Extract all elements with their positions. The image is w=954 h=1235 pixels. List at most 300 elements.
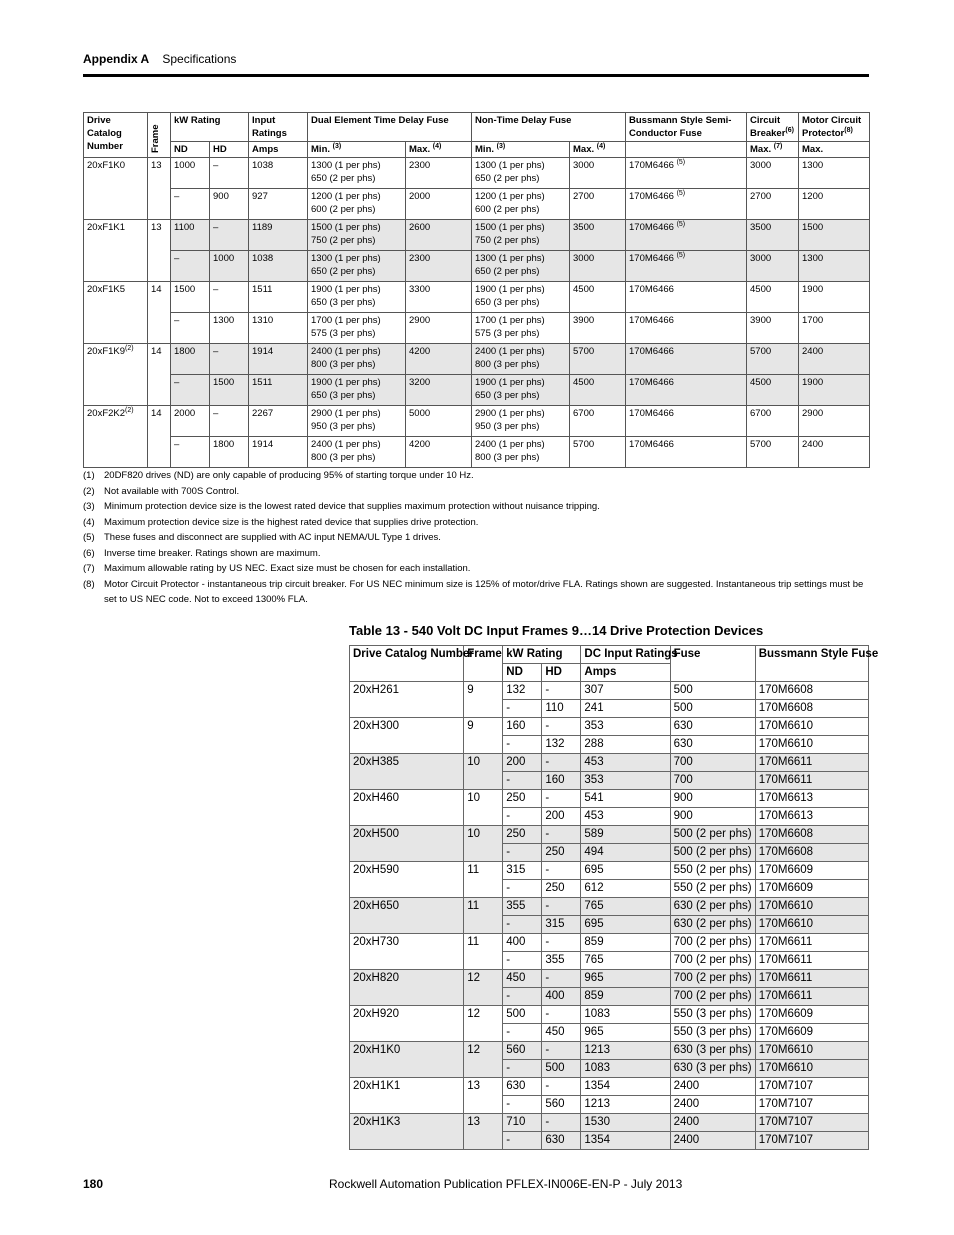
table-row [84, 437, 870, 468]
amps-cell: 1354 [581, 1132, 670, 1150]
dual-min-line: 650 (2 per phs) [311, 173, 376, 184]
hd-cell: 160 [542, 772, 581, 790]
hd-cell: 250 [542, 844, 581, 862]
footnote [83, 577, 869, 608]
bussmann-cell [626, 158, 747, 189]
catalog-cell: 20xH500 [350, 826, 464, 862]
amps-cell: 1213 [581, 1096, 670, 1114]
catalog-cell: 20xH820 [350, 970, 464, 1006]
hd-cell: – [210, 344, 249, 375]
catalog-cell: 20xH650 [350, 898, 464, 934]
fuse-cell: 550 (3 per phs) [670, 1024, 755, 1042]
frame-cell: 13 [464, 1078, 503, 1114]
fuse-cell: 500 [670, 700, 755, 718]
bussmann-cell: 170M6608 [755, 844, 868, 862]
hd-cell: 315 [542, 916, 581, 934]
amps-cell: 1213 [581, 1042, 670, 1060]
frame-cell: 13 [148, 158, 171, 220]
footnote [83, 499, 869, 515]
nd-cell: - [503, 808, 542, 826]
amps-cell: 241 [581, 700, 670, 718]
section-title: Specifications [162, 52, 237, 66]
fuse-cell: 630 (2 per phs) [670, 916, 755, 934]
hd-cell: - [542, 862, 581, 880]
catalog-cell: 20xH261 [350, 682, 464, 718]
ac-protection-table [83, 112, 870, 468]
nd-cell: - [503, 1096, 542, 1114]
catalog-cell: 20xH460 [350, 790, 464, 826]
footnote [83, 530, 869, 546]
header-dc-input: DC Input Ratings [581, 646, 670, 664]
table-row [350, 1078, 869, 1096]
bussmann-cell: 170M6611 [755, 988, 868, 1006]
dual-min-cell [308, 344, 406, 375]
header-nontime-min: Min. $^{(3)}$ [472, 142, 570, 158]
nontime-max-cell: 5700 [570, 437, 626, 468]
catalog-number: 20xF1K1 [87, 222, 126, 233]
nd-cell: 250 [503, 790, 542, 808]
nd-cell: 250 [503, 826, 542, 844]
breaker-cell: 3000 [747, 251, 799, 282]
nontime-min-line: 650 (3 per phs) [475, 390, 540, 401]
bussmann-cell: 170M6608 [755, 826, 868, 844]
header-nontime-max: Max. $^{(4)}$ [570, 142, 626, 158]
dual-min-line: 800 (3 per phs) [311, 452, 376, 463]
dual-min-line: 1900 (1 per phs) [311, 377, 381, 388]
amps-cell: 859 [581, 934, 670, 952]
bussmann-cell: 170M6611 [755, 754, 868, 772]
mcp-cell: 1300 [799, 158, 870, 189]
header-mcp: Motor Circuit Protector$^{(8)}$ [799, 113, 870, 142]
table-13-title: Table 13 - 540 Volt DC Input Frames 9…14 Drive Protection Devices [349, 623, 764, 638]
hd-cell: 900 [210, 189, 249, 220]
amps-cell: 965 [581, 970, 670, 988]
dual-min-line: 575 (3 per phs) [311, 328, 376, 339]
nontime-max-cell: 6700 [570, 406, 626, 437]
dual-min-line: 650 (3 per phs) [311, 390, 376, 401]
footnote-text: Motor Circuit Protector - instantaneous trip circuit breaker. For US NEC minimum size is 125% of motor/drive FLA. Ratings shown are suggested. Instantaneous trip settings must be set to US NEC code. Not to exceed 1300% FLA. [104, 578, 864, 605]
amps-cell: 612 [581, 880, 670, 898]
amps-cell: 494 [581, 844, 670, 862]
table-row [84, 158, 870, 189]
header-nd: ND [503, 664, 542, 682]
bussmann-cell [626, 282, 747, 313]
hd-cell: 560 [542, 1096, 581, 1114]
amps-cell: 1914 [249, 344, 308, 375]
header-amps: Amps [249, 142, 308, 158]
dual-min-line: 1300 (1 per phs) [311, 160, 381, 171]
nd-cell: 630 [503, 1078, 542, 1096]
nontime-min-line: 750 (2 per phs) [475, 235, 540, 246]
nd-cell: 560 [503, 1042, 542, 1060]
dual-max-cell: 2300 [406, 158, 472, 189]
bussmann-cell: 170M6609 [755, 1006, 868, 1024]
header-bussmann-blank [626, 142, 747, 158]
bussmann-part: 170M6466 [629, 191, 674, 202]
dual-min-cell [308, 251, 406, 282]
ac-protection-body [84, 158, 870, 468]
page-footer [83, 1177, 869, 1191]
table-row [350, 718, 869, 736]
catalog-cell [84, 282, 148, 344]
nd-cell: 400 [503, 934, 542, 952]
fuse-cell: 700 (2 per phs) [670, 988, 755, 1006]
nontime-min-line: 1300 (1 per phs) [475, 253, 545, 264]
hd-cell: – [210, 158, 249, 189]
amps-cell: 1083 [581, 1060, 670, 1078]
nd-cell: - [503, 988, 542, 1006]
bussmann-cell: 170M6610 [755, 898, 868, 916]
table-row [84, 344, 870, 375]
frame-cell: 11 [464, 862, 503, 898]
nontime-min-line: 1500 (1 per phs) [475, 222, 545, 233]
bussmann-cell: 170M6611 [755, 952, 868, 970]
page-header [83, 52, 869, 66]
nd-cell: - [503, 700, 542, 718]
nd-cell: 132 [503, 682, 542, 700]
hd-cell: 450 [542, 1024, 581, 1042]
amps-cell: 1530 [581, 1114, 670, 1132]
nontime-min-cell [472, 251, 570, 282]
catalog-cell [84, 406, 148, 468]
dual-max-cell: 2300 [406, 251, 472, 282]
nontime-min-cell [472, 158, 570, 189]
bussmann-part: 170M6466 [629, 222, 674, 233]
hd-cell: - [542, 1042, 581, 1060]
bussmann-cell: 170M6609 [755, 1024, 868, 1042]
fuse-cell: 550 (2 per phs) [670, 862, 755, 880]
bussmann-footnote: (5) [676, 220, 686, 228]
dual-min-line: 2400 (1 per phs) [311, 439, 381, 450]
footnote [83, 546, 869, 562]
frame-cell: 13 [464, 1114, 503, 1150]
mcp-cell: 1500 [799, 220, 870, 251]
footnote [83, 515, 869, 531]
nontime-max-cell: 3500 [570, 220, 626, 251]
footnote-number: (2) [83, 485, 95, 497]
bussmann-cell [626, 189, 747, 220]
catalog-cell: 20xH1K1 [350, 1078, 464, 1114]
nd-cell: 200 [503, 754, 542, 772]
header-breaker: Circuit Breaker$^{(6)}$ [747, 113, 799, 142]
fuse-cell: 550 (2 per phs) [670, 880, 755, 898]
nontime-min-line: 575 (3 per phs) [475, 328, 540, 339]
footnote [83, 484, 869, 500]
nontime-max-cell: 3000 [570, 251, 626, 282]
amps-cell: 453 [581, 754, 670, 772]
amps-cell: 765 [581, 898, 670, 916]
dual-max-cell: 3300 [406, 282, 472, 313]
fuse-cell: 630 (2 per phs) [670, 898, 755, 916]
table-row [350, 898, 869, 916]
amps-cell: 1310 [249, 313, 308, 344]
hd-cell: - [542, 898, 581, 916]
dual-min-line: 1500 (1 per phs) [311, 222, 381, 233]
table-row [350, 1042, 869, 1060]
bussmann-part: 170M6466 [629, 253, 674, 264]
footnote-number: (4) [83, 516, 95, 528]
nd-cell: - [503, 736, 542, 754]
hd-cell: 132 [542, 736, 581, 754]
table-row [84, 251, 870, 282]
header-amps: Amps [581, 664, 670, 682]
fuse-cell: 630 (3 per phs) [670, 1060, 755, 1078]
nd-cell: – [171, 251, 210, 282]
amps-cell: 1511 [249, 282, 308, 313]
nd-cell: 1000 [171, 158, 210, 189]
table-row [84, 282, 870, 313]
header-hd: HD [542, 664, 581, 682]
breaker-cell: 5700 [747, 437, 799, 468]
dc-protection-table [349, 645, 879, 1150]
bussmann-cell: 170M7107 [755, 1114, 868, 1132]
frame-cell: 9 [464, 682, 503, 718]
hd-cell: - [542, 790, 581, 808]
footnote [83, 468, 869, 484]
bussmann-footnote: (5) [676, 189, 686, 197]
fuse-cell: 630 (3 per phs) [670, 1042, 755, 1060]
nd-cell: 710 [503, 1114, 542, 1132]
dual-min-line: 650 (2 per phs) [311, 266, 376, 277]
hd-cell: 250 [542, 880, 581, 898]
nd-cell: - [503, 1060, 542, 1078]
breaker-cell: 3000 [747, 158, 799, 189]
catalog-cell: 20xH730 [350, 934, 464, 970]
dual-min-line: 600 (2 per phs) [311, 204, 376, 215]
footnote-number: (7) [83, 563, 95, 574]
bussmann-part: 170M6466 [629, 315, 674, 326]
nd-cell: – [171, 313, 210, 344]
nontime-max-cell: 3000 [570, 158, 626, 189]
catalog-footnote: (2) [125, 344, 134, 352]
nd-cell: 160 [503, 718, 542, 736]
dual-min-line: 950 (3 per phs) [311, 421, 376, 432]
bussmann-cell: 170M7107 [755, 1132, 868, 1150]
fuse-cell: 700 (2 per phs) [670, 970, 755, 988]
bussmann-cell: 170M7107 [755, 1096, 868, 1114]
header-frame: Frame [464, 646, 503, 682]
hd-cell: 1500 [210, 375, 249, 406]
bussmann-cell: 170M6610 [755, 736, 868, 754]
mcp-cell: 1200 [799, 189, 870, 220]
nd-cell: 2000 [171, 406, 210, 437]
nontime-min-line: 650 (2 per phs) [475, 266, 540, 277]
breaker-cell: 3500 [747, 220, 799, 251]
nd-cell: – [171, 375, 210, 406]
amps-cell: 288 [581, 736, 670, 754]
bussmann-part: 170M6466 [629, 408, 674, 419]
nontime-min-cell [472, 375, 570, 406]
hd-cell: - [542, 718, 581, 736]
header-dual-fuse: Dual Element Time Delay Fuse [308, 113, 472, 142]
footnote-text: Inverse time breaker. Ratings shown are maximum. [104, 547, 321, 559]
fuse-cell: 630 [670, 718, 755, 736]
dual-max-cell: 2000 [406, 189, 472, 220]
breaker-cell: 6700 [747, 406, 799, 437]
bussmann-cell: 170M6608 [755, 682, 868, 700]
dual-min-line: 1900 (1 per phs) [311, 284, 381, 295]
bussmann-cell: 170M6611 [755, 772, 868, 790]
dual-max-cell: 2900 [406, 313, 472, 344]
bussmann-cell [626, 251, 747, 282]
amps-cell: 1914 [249, 437, 308, 468]
hd-cell: 355 [542, 952, 581, 970]
section-label: Appendix A [83, 52, 150, 66]
bussmann-part: 170M6466 [629, 160, 674, 171]
nontime-min-line: 800 (3 per phs) [475, 359, 540, 370]
hd-cell: – [210, 282, 249, 313]
hd-cell: 200 [542, 808, 581, 826]
fuse-cell: 700 (2 per phs) [670, 952, 755, 970]
nd-cell: - [503, 880, 542, 898]
nd-cell: 1800 [171, 344, 210, 375]
dual-max-cell: 5000 [406, 406, 472, 437]
catalog-cell: 20xH1K0 [350, 1042, 464, 1078]
fuse-cell: 900 [670, 790, 755, 808]
frame-cell: 13 [148, 220, 171, 282]
breaker-cell: 3900 [747, 313, 799, 344]
breaker-cell: 4500 [747, 282, 799, 313]
dual-min-cell [308, 375, 406, 406]
dual-min-cell [308, 282, 406, 313]
amps-cell: 1038 [249, 158, 308, 189]
header-dual-min: Min. $^{(3)}$ [308, 142, 406, 158]
amps-cell: 1083 [581, 1006, 670, 1024]
breaker-cell: 2700 [747, 189, 799, 220]
table-row [350, 1006, 869, 1024]
bussmann-cell: 170M6610 [755, 718, 868, 736]
header-nontime-fuse: Non-Time Delay Fuse [472, 113, 626, 142]
bussmann-cell: 170M6613 [755, 808, 868, 826]
frame-cell: 12 [464, 1006, 503, 1042]
nd-cell: 500 [503, 1006, 542, 1024]
publication-info: Rockwell Automation Publication PFLEX-IN006E-EN-P - July 2013 [329, 1177, 683, 1191]
breaker-cell: 5700 [747, 344, 799, 375]
bussmann-cell: 170M6608 [755, 700, 868, 718]
nd-cell: - [503, 1024, 542, 1042]
fuse-cell: 2400 [670, 1096, 755, 1114]
nd-cell: 1100 [171, 220, 210, 251]
hd-cell: - [542, 970, 581, 988]
header-rule [83, 74, 869, 77]
hd-cell: 110 [542, 700, 581, 718]
breaker-cell: 4500 [747, 375, 799, 406]
dual-min-line: 1200 (1 per phs) [311, 191, 381, 202]
footnote-number: (3) [83, 501, 95, 512]
catalog-number: 20xF1K0 [87, 160, 126, 171]
nontime-min-line: 950 (3 per phs) [475, 421, 540, 432]
nontime-min-cell [472, 220, 570, 251]
mcp-cell: 1900 [799, 282, 870, 313]
frame-cell: 14 [148, 344, 171, 406]
nontime-min-line: 1900 (1 per phs) [475, 377, 545, 388]
amps-cell: 307 [581, 682, 670, 700]
catalog-cell: 20xH1K3 [350, 1114, 464, 1150]
mcp-cell: 1300 [799, 251, 870, 282]
table-row [350, 682, 869, 700]
nontime-max-cell: 4500 [570, 375, 626, 406]
fuse-cell: 700 [670, 772, 755, 790]
nd-cell: - [503, 1132, 542, 1150]
table-row [350, 862, 869, 880]
nontime-min-line: 1300 (1 per phs) [475, 160, 545, 171]
nd-cell: – [171, 189, 210, 220]
frame-cell: 14 [148, 406, 171, 468]
fuse-cell: 700 [670, 754, 755, 772]
nd-cell: 1500 [171, 282, 210, 313]
amps-cell: 1038 [249, 251, 308, 282]
bussmann-cell: 170M6611 [755, 934, 868, 952]
footnote [83, 561, 869, 577]
bussmann-footnote: (5) [676, 158, 686, 166]
fuse-cell: 500 (2 per phs) [670, 826, 755, 844]
table-row [350, 1114, 869, 1132]
nontime-min-cell [472, 313, 570, 344]
footnote-text: Maximum protection device size is the highest rated device that supplies drive protection. [104, 516, 479, 528]
hd-cell: - [542, 1078, 581, 1096]
fuse-cell: 2400 [670, 1078, 755, 1096]
hd-cell: – [210, 406, 249, 437]
mcp-cell: 2400 [799, 344, 870, 375]
page-number: 180 [83, 1177, 104, 1191]
table-row [84, 313, 870, 344]
hd-cell: - [542, 1114, 581, 1132]
bussmann-cell [626, 437, 747, 468]
amps-cell: 859 [581, 988, 670, 1006]
nontime-min-line: 1900 (1 per phs) [475, 284, 545, 295]
fuse-cell: 900 [670, 808, 755, 826]
frame-cell: 14 [148, 282, 171, 344]
nontime-min-line: 800 (3 per phs) [475, 452, 540, 463]
hd-cell: - [542, 682, 581, 700]
nontime-min-line: 2400 (1 per phs) [475, 439, 545, 450]
nd-cell: 355 [503, 898, 542, 916]
hd-cell: - [542, 754, 581, 772]
frame-cell: 12 [464, 970, 503, 1006]
bussmann-part: 170M6466 [629, 439, 674, 450]
footnotes [83, 468, 869, 608]
hd-cell: – [210, 220, 249, 251]
dual-min-cell [308, 158, 406, 189]
hd-cell: 1800 [210, 437, 249, 468]
catalog-number: 20xF2K2 [87, 408, 126, 419]
table-row [350, 970, 869, 988]
amps-cell: 2267 [249, 406, 308, 437]
nd-cell: - [503, 952, 542, 970]
header-bussmann: Bussmann Style Fuse [755, 646, 868, 682]
header-input: Input Ratings [249, 113, 308, 142]
hd-cell: 1000 [210, 251, 249, 282]
dual-max-cell: 4200 [406, 437, 472, 468]
amps-cell: 1511 [249, 375, 308, 406]
amps-cell: 541 [581, 790, 670, 808]
hd-cell: 400 [542, 988, 581, 1006]
catalog-cell: 20xH385 [350, 754, 464, 790]
fuse-cell: 550 (3 per phs) [670, 1006, 755, 1024]
frame-cell: 10 [464, 754, 503, 790]
bussmann-cell: 170M6610 [755, 1060, 868, 1078]
nontime-min-cell [472, 282, 570, 313]
frame-cell: 10 [464, 790, 503, 826]
hd-cell: - [542, 826, 581, 844]
nd-cell: - [503, 916, 542, 934]
fuse-cell: 630 [670, 736, 755, 754]
amps-cell: 353 [581, 718, 670, 736]
mcp-cell: 2400 [799, 437, 870, 468]
table-row [350, 790, 869, 808]
catalog-cell [84, 344, 148, 406]
catalog-cell [84, 158, 148, 220]
